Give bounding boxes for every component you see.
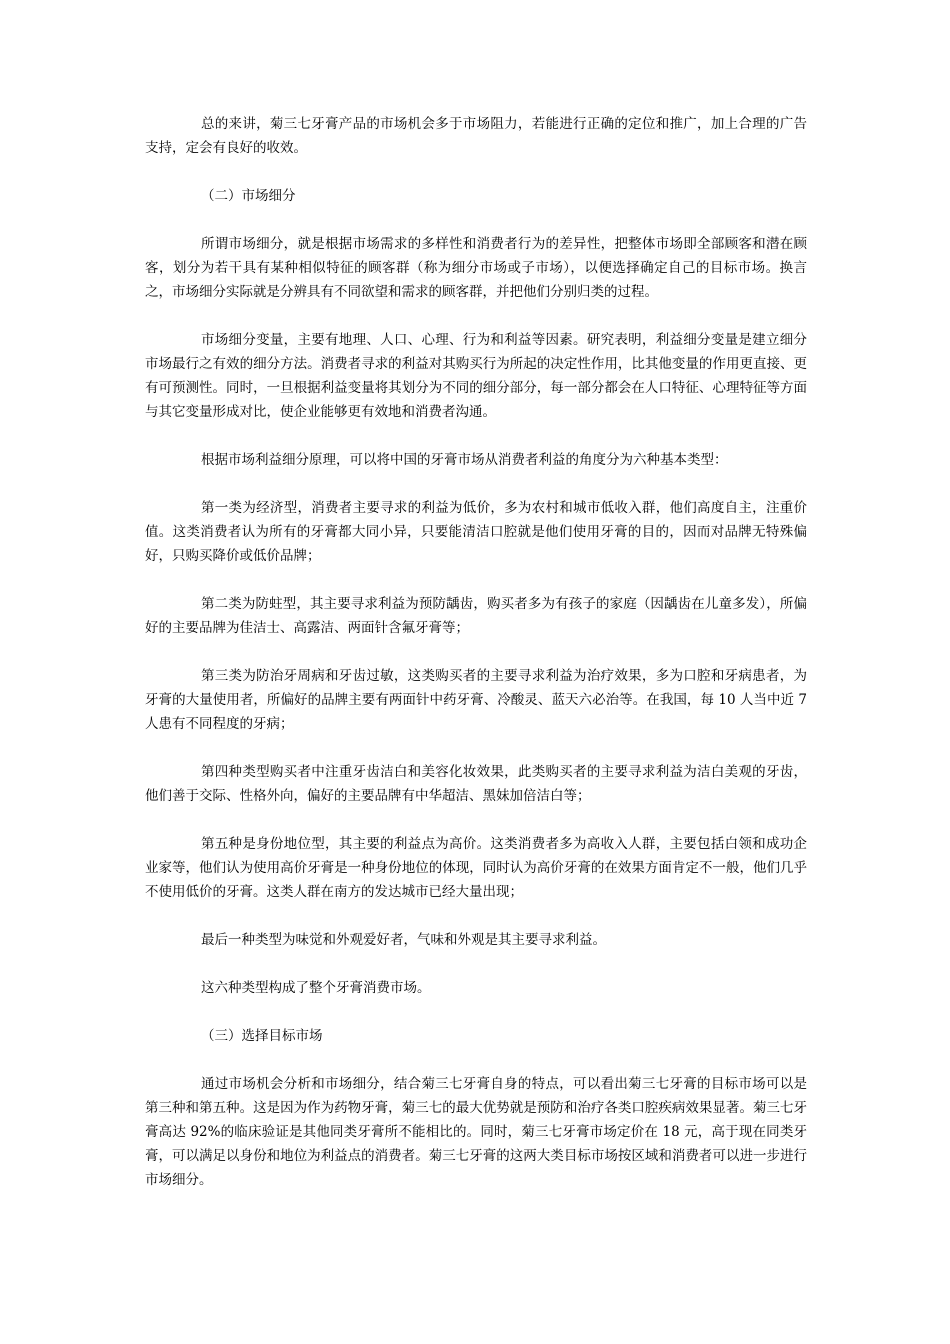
paragraph-variables: 市场细分变量，主要有地理、人口、心理、行为和利益等因素。研究表明，利益细分变量是建立细分市场最行之有效的细分方法。消费者寻求的利益对其购买行为所起的决定性作用，比其他变量的作用更直接、更有可预测性。同时，一旦根据利益变量将其划分为不同的细分部分，每一部分都会在人口特征、心理特征等方面与其它变量形成对比，使企业能够更有效地和消费者沟通。 [145, 332, 807, 420]
paragraph-type-2: 第二类为防蛀型，其主要寻求利益为预防龋齿，购买者多为有孩子的家庭（因龋齿在儿童多发），所偏好的主要品牌为佳洁士、高露洁、两面针含氟牙膏等； [145, 596, 807, 636]
paragraph-summary: 总的来讲，菊三七牙膏产品的市场机会多于市场阻力，若能进行正确的定位和推广，加上合理的广告支持，定会有良好的收效。 [145, 116, 807, 156]
paragraph-type-5: 第五种是身份地位型，其主要的利益点为高价。这类消费者多为高收入人群，主要包括白领和成功企业家等，他们认为使用高价牙膏是一种身份地位的体现，同时认为高价牙膏的在效果方面肯定不一般，他们几乎不使用低价的牙膏。这类人群在南方的发达城市已经大量出现； [145, 836, 807, 900]
document-page [145, 112, 807, 1216]
paragraph-six-types-summary: 这六种类型构成了整个牙膏消费市场。 [201, 980, 431, 996]
paragraph-type-3: 第三类为防治牙周病和牙齿过敏，这类购买者的主要寻求利益为治疗效果，多为口腔和牙病患者，为牙膏的大量使用者，所偏好的品牌主要有两面针中药牙膏、冷酸灵、蓝天六必治等。在我国，每 10 人当中近 7 人患有不同程度的牙病； [145, 668, 807, 732]
section-heading-target-market: （三）选择目标市场 [201, 1028, 323, 1044]
paragraph-six-types-intro: 根据市场利益细分原理，可以将中国的牙膏市场从消费者利益的角度分为六种基本类型： [201, 452, 728, 468]
paragraph-type-1: 第一类为经济型，消费者主要寻求的利益为低价，多为农村和城市低收入群，他们高度自主，注重价值。这类消费者认为所有的牙膏都大同小异，只要能清洁口腔就是他们使用牙膏的目的，因而对品牌无特殊偏好，只购买降价或低价品牌； [145, 500, 807, 564]
paragraph-definition: 所谓市场细分，就是根据市场需求的多样性和消费者行为的差异性，把整体市场即全部顾客和潜在顾客，划分为若干具有某种相似特征的顾客群（称为细分市场或子市场），以便选择确定自己的目标市场。换言之，市场细分实际就是分辨具有不同欲望和需求的顾客群，并把他们分别归类的过程。 [145, 236, 807, 300]
paragraph-type-6: 最后一种类型为味觉和外观爱好者，气味和外观是其主要寻求利益。 [201, 932, 606, 948]
paragraph-target-market: 通过市场机会分析和市场细分，结合菊三七牙膏自身的特点，可以看出菊三七牙膏的目标市场可以是第三种和第五种。这是因为作为药物牙膏，菊三七的最大优势就是预防和治疗各类口腔疾病效果显著。菊三七牙膏高达 92%的临床验证是其他同类牙膏所不能相比的。同时，菊三七牙膏市场定价在 18 元，高于现在同类牙膏，可以满足以身份和地位为利益点的消费者。菊三七牙膏的这两大类目标市场按区域和消费者可以进一步进行市场细分。 [145, 1076, 807, 1188]
paragraph-type-4: 第四种类型购买者中注重牙齿洁白和美容化妆效果，此类购买者的主要寻求利益为洁白美观的牙齿，他们善于交际、性格外向，偏好的主要品牌有中华超洁、黑妹加倍洁白等； [145, 764, 807, 804]
section-heading-market-segmentation: （二）市场细分 [201, 188, 296, 204]
